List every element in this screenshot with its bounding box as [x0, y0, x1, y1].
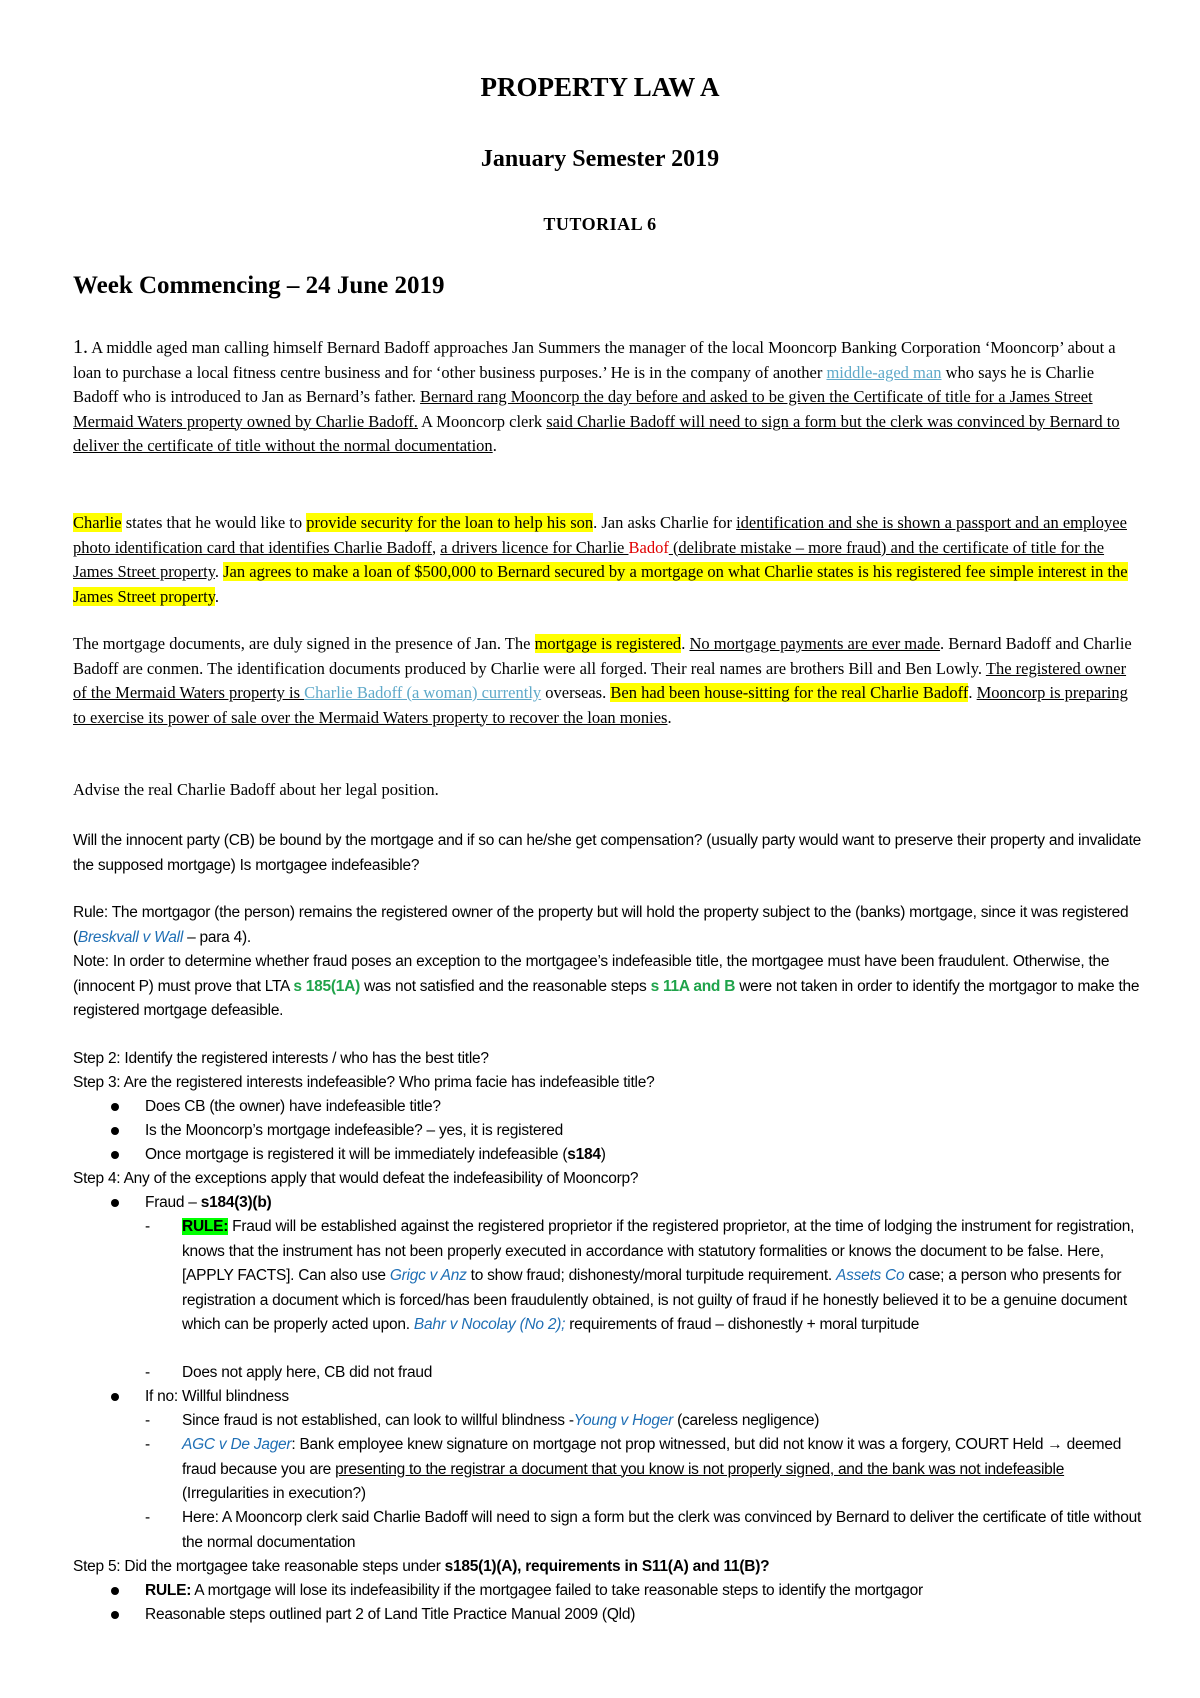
list-item	[111, 1095, 1141, 1119]
text-run: case; a person who presents for registration a document which is forced/has been fraudulently obtained, is not guilty of fraud if he honestly believed it to be a genuine document which can be properly acted upon.	[182, 1267, 1127, 1333]
step-3: Step 3: Are the registered interests indefeasible? Who prima facie has indefeasible title?	[73, 1074, 655, 1091]
text-run: provide security for the loan to help his son	[306, 513, 594, 532]
question-paragraph-1	[73, 335, 1143, 459]
question-paragraph-3	[73, 632, 1143, 730]
document-title: PROPERTY LAW A	[480, 72, 720, 102]
step-5	[73, 1555, 1143, 1580]
text-run: .	[214, 562, 224, 581]
sub-list-item	[145, 1433, 1143, 1507]
note-paragraph	[73, 950, 1143, 1024]
sub-list-item	[145, 1409, 1143, 1433]
text-run: . Bernard Badoff and Charlie Badoff are conmen. The identification documents produced by Charlie were all forged. Their real names are brothers Bill and Ben Lowly.	[73, 634, 1132, 678]
section-ref: s184	[567, 1146, 601, 1163]
text-run: (Irregularities in execution?)	[182, 1485, 366, 1502]
rule-label: RULE:	[182, 1218, 229, 1235]
text-run: overseas.	[541, 683, 611, 702]
issue-paragraph: Will the innocent party (CB) be bound by the mortgage and if so can he/she get compensation? (usually party would want to preserve their property and invalidate the supposed mortgage) Is mortgagee indefeasible?	[73, 832, 1142, 874]
text-run: (careless negligence)	[673, 1412, 820, 1429]
text-run: were not taken in order to identify the mortgagor to make the registered mortgage defeasible.	[73, 977, 1140, 1019]
section-ref: s 185(1A)	[293, 977, 361, 995]
sub-list-item-text	[182, 1215, 1143, 1338]
list-item-text: Reasonable steps outlined part 2 of Land Title Practice Manual 2009 (Qld)	[145, 1606, 636, 1623]
text-run: Note: In order to determine whether fraud poses an exception to the mortgagee’s indefeasible title, the mortgagee must have been fraudulent. Otherwise, the (innocent P) must prove that LTA	[73, 953, 1110, 995]
case-name: Young v Hoger	[573, 1412, 674, 1429]
list-item-text	[145, 1191, 271, 1216]
dash-marker: -	[145, 1412, 150, 1429]
text-run: .	[667, 707, 672, 727]
bullet-icon	[111, 1587, 119, 1595]
list-item	[111, 1143, 1141, 1167]
text-run: mortgage is registered	[534, 634, 682, 653]
text-run: ,	[431, 537, 441, 557]
question-paragraph-2	[73, 511, 1143, 609]
step-4: Step 4: Any of the exceptions apply that would defeat the indefeasibility of Mooncorp?	[73, 1170, 639, 1187]
text-run: . Jan asks Charlie for	[593, 513, 737, 532]
text-run: Bernard rang Mooncorp the day before and asked to be given the Certificate of title for a James Street Mermaid Waters property owned by Charlie Badoff.	[73, 387, 1093, 431]
text-run: requirements of fraud – dishonestly + moral turpitude	[565, 1316, 920, 1333]
advise-line: Advise the real Charlie Badoff about her legal position.	[73, 780, 439, 799]
text-run: Charlie	[73, 513, 122, 532]
question-number: 1.	[73, 336, 88, 358]
list-item-text: Does CB (the owner) have indefeasible title?	[145, 1098, 441, 1115]
sub-list-item	[145, 1506, 1143, 1555]
text-run: Once mortgage is registered it will be immediately indefeasible (	[145, 1146, 568, 1163]
bullet-icon	[111, 1611, 119, 1619]
text-run: to show fraud; dishonesty/moral turpitude requirement.	[466, 1267, 836, 1284]
bullet-icon	[111, 1393, 119, 1401]
rule-label: RULE:	[145, 1582, 192, 1599]
text-run: identification and she is shown a passport and an employee photo identification card that identifies Charlie Badoff	[73, 513, 1127, 557]
text-run: A middle aged man calling himself Bernard Badoff approaches Jan Summers the manager of the local Mooncorp Banking Corporation ‘Mooncorp’ about a loan to purchase a local fitness centre business and for ‘other business purposes.’ He is in the company of another	[73, 338, 1116, 382]
dash-marker: -	[145, 1509, 150, 1526]
text-run: Fraud –	[145, 1194, 201, 1211]
bullet-icon	[111, 1103, 119, 1111]
text-run: Jan agrees to make a loan of $500,000 to Bernard secured by a mortgage on what Charlie states is his registered fee simple interest in the James Street property	[73, 562, 1128, 606]
list-item-text: If no: Willful blindness	[145, 1388, 289, 1405]
list-item	[111, 1119, 1141, 1143]
text-run: Badof	[628, 537, 669, 557]
sub-list-item	[145, 1215, 1143, 1338]
dash-marker: -	[145, 1218, 150, 1235]
text-run: – para 4).	[183, 928, 251, 946]
section-ref: s 11A and B	[650, 977, 736, 995]
text-run: The mortgage documents, are duly signed in the presence of Jan. The	[73, 634, 535, 653]
dash-marker: -	[145, 1436, 150, 1453]
sub-list-item	[145, 1361, 1143, 1385]
sub-list-item-text	[182, 1409, 819, 1434]
list-item	[111, 1191, 1141, 1215]
text-run: middle-aged man	[826, 362, 942, 382]
section-ref: s184(3)(b)	[200, 1194, 272, 1211]
text-run: states that he would like to	[121, 513, 307, 532]
text-run: : Bank employee knew signature on mortgage not prop witnessed, but did not know it was a forgery, COURT Held → deemed fraud because you are	[182, 1436, 1122, 1478]
text-run: )	[600, 1146, 606, 1163]
text-run: Charlie Badoff (a woman) currently	[304, 683, 542, 702]
text-run: .	[492, 436, 497, 455]
sub-list-item-text	[182, 1433, 1143, 1507]
semester-heading: January Semester 2019	[480, 146, 720, 172]
list-item	[111, 1603, 1141, 1627]
sub-list-item-text: Does not apply here, CB did not fraud	[182, 1364, 433, 1381]
text-run: (delibrate mistake – more fraud) and the certificate of title for the James Street property	[73, 537, 1105, 581]
case-name: Bahr v Nocolay (No 2);	[413, 1316, 566, 1333]
text-run: A Mooncorp clerk	[417, 411, 547, 431]
text-run: No mortgage payments are ever made	[689, 634, 941, 653]
text-run: A mortgage will lose its indefeasibility if the mortgagee failed to take reasonable steps to identify the mortgagor	[191, 1582, 923, 1599]
section-ref: s185(1)(A), requirements in S11(A) and 11(B)?	[444, 1558, 770, 1575]
bullet-icon	[111, 1151, 119, 1159]
text-run: said Charlie Badoff will need to sign a form but the clerk was convinced by Bernard to deliver the certificate of title without the normal documentation	[73, 411, 1120, 455]
case-name: Assets Co	[835, 1267, 905, 1284]
step-2: Step 2: Identify the registered interests / who has the best title?	[73, 1050, 489, 1067]
text-run: presenting to the registrar a document that you know is not properly signed, and the bank was not indefeasible	[335, 1460, 1065, 1478]
text-run: Rule: The mortgagor (the person) remains the registered owner of the property but will hold the property subject to the (banks) mortgage, since it was registered (	[73, 904, 1129, 946]
text-run: Ben had been house-sitting for the real Charlie Badoff	[610, 683, 969, 702]
text-run: Mooncorp is preparing to exercise its power of sale over the Mermaid Waters property to recover the loan monies	[73, 683, 1128, 727]
list-item-text: Is the Mooncorp’s mortgage indefeasible? – yes, it is registered	[145, 1122, 563, 1139]
text-run: .	[681, 634, 690, 653]
case-name: Grigc v Anz	[389, 1267, 467, 1284]
bullet-icon	[111, 1127, 119, 1135]
text-run: The registered owner of the Mermaid Waters property is	[73, 658, 1127, 702]
bullet-icon	[111, 1199, 119, 1207]
text-run: Since fraud is not established, can look to willful blindness -	[182, 1412, 574, 1429]
list-item	[111, 1579, 1141, 1603]
text-run: a drivers licence for Charlie	[440, 537, 629, 557]
text-run: was not satisfied and the reasonable steps	[360, 977, 651, 995]
text-run: Fraud will be established against the registered proprietor if the registered proprietor, at the time of lodging the instrument for registration, knows that the instrument has not been properly executed in accordance with statutory formalities or knows the document to be false. Here, [APPLY FACTS]. Can also use	[182, 1218, 1135, 1284]
text-run: Step 5: Did the mortgagee take reasonable steps under	[73, 1558, 445, 1575]
list-item	[111, 1385, 1141, 1409]
list-item-text	[145, 1579, 923, 1604]
text-run: .	[214, 586, 220, 606]
list-item-text	[145, 1143, 606, 1168]
tutorial-heading: TUTORIAL 6	[543, 214, 657, 234]
case-name: Breskvall v Wall	[77, 928, 184, 946]
dash-marker: -	[145, 1364, 150, 1381]
text-run: who says he is Charlie Badoff who is introduced to Jan as Bernard’s father.	[73, 362, 1095, 406]
week-heading: Week Commencing – 24 June 2019	[73, 272, 445, 299]
sub-list-item-text: Here: A Mooncorp clerk said Charlie Badoff will need to sign a form but the clerk was convinced by Bernard to deliver the certificate of title without the normal documentation	[182, 1509, 1142, 1551]
rule-paragraph	[73, 901, 1143, 950]
case-name: AGC v De Jager	[182, 1436, 292, 1453]
text-run: .	[968, 683, 977, 702]
